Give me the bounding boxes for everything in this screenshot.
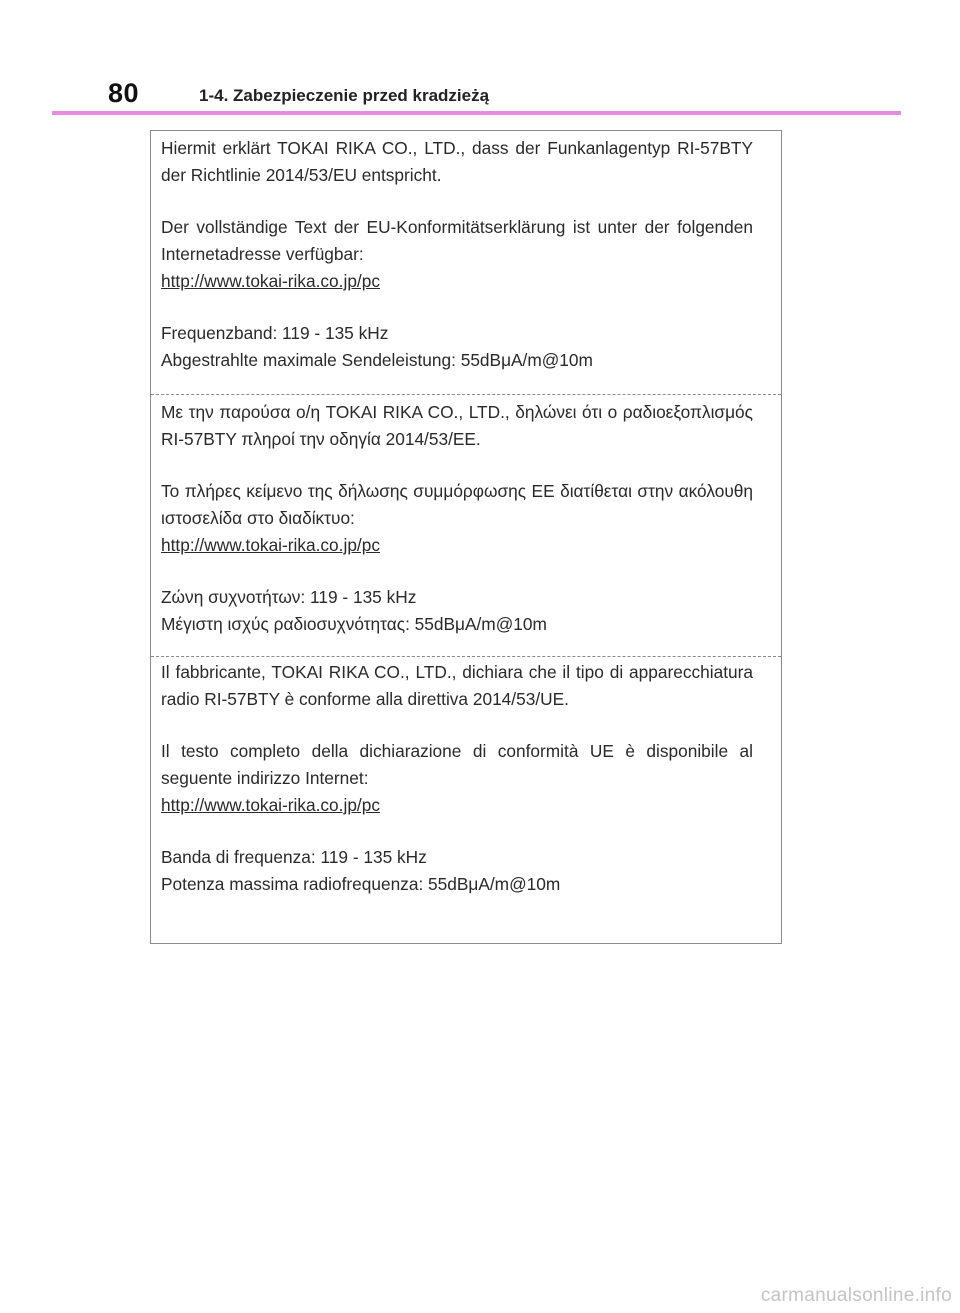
declaration-german: [151, 131, 781, 395]
max-power: Abgestrahlte maximale Sendeleistung: 55dBμA/m@10m: [161, 350, 593, 370]
declaration-box: [150, 130, 782, 944]
header-rule: [52, 111, 901, 115]
declaration-link[interactable]: http://www.tokai-rika.co.jp/pc: [161, 795, 380, 815]
declaration-statement: Hiermit erklärt TOKAI RIKA CO., LTD., dass der Funkanlagentyp RI-57BTY der Richtlinie 2014/53/EU entspricht.: [161, 138, 753, 185]
watermark: carmanualsonline.info: [760, 1285, 952, 1306]
declaration-availability: Der vollständige Text der EU-Konformitätserklärung ist unter der folgenden Internetadresse verfügbar:: [161, 217, 753, 264]
declaration-availability: Il testo completo della dichiarazione di conformità UE è disponibile al seguente indirizzo Internet:: [161, 741, 753, 788]
declaration-statement: Με την παρούσα ο/η TOKAI RIKA CO., LTD., δηλώνει ότι ο ραδιοεξοπλισμός RI-57BTY πληροί την οδηγία 2014/53/ΕΕ.: [161, 402, 753, 449]
frequency-band: Banda di frequenza: 119 - 135 kHz: [161, 847, 427, 867]
section-title: 1-4. Zabezpieczenie przed kradzieżą: [199, 86, 490, 105]
frequency-band: Ζώνη συχνοτήτων: 119 - 135 kHz: [161, 587, 417, 607]
declaration-availability: Το πλήρες κείμενο της δήλωσης συμμόρφωσης ΕΕ διατίθεται στην ακόλουθη ιστοσελίδα στο διαδίκτυο:: [161, 481, 753, 528]
frequency-band: Frequenzband: 119 - 135 kHz: [161, 323, 389, 343]
max-power: Μέγιστη ισχύς ραδιοσυχνότητας: 55dBμA/m@10m: [161, 614, 547, 634]
declaration-link[interactable]: http://www.tokai-rika.co.jp/pc: [161, 271, 380, 291]
max-power: Potenza massima radiofrequenza: 55dBμA/m@10m: [161, 874, 561, 894]
declaration-link[interactable]: http://www.tokai-rika.co.jp/pc: [161, 535, 380, 555]
declaration-italian: [151, 657, 781, 943]
page-number: 80: [108, 78, 140, 108]
declaration-statement: Il fabbricante, TOKAI RIKA CO., LTD., dichiara che il tipo di apparecchiatura radio RI-57BTY è conforme alla direttiva 2014/53/UE.: [161, 662, 753, 709]
declaration-greek: [151, 395, 781, 657]
